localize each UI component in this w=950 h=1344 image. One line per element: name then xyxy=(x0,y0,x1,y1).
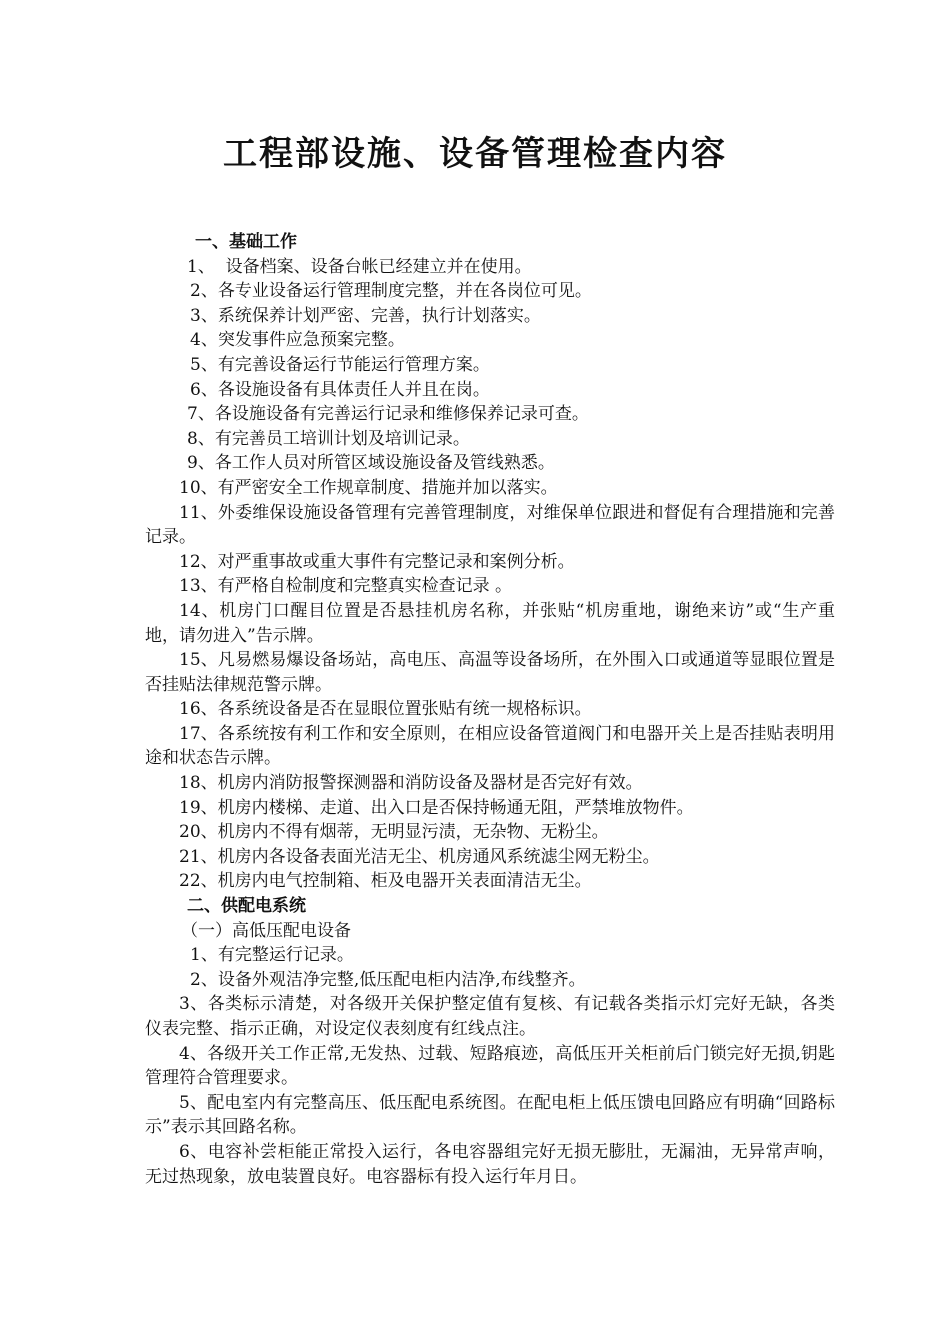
list-item: 5、配电室内有完整高压、低压配电系统图。在配电柜上低压馈电回路应有明确“回路标示”表示其回路名称。 xyxy=(145,1092,835,1138)
list-item: 22、机房内电气控制箱、柜及电器开关表面清洁无尘。 xyxy=(179,871,592,892)
list-item: 6、电容补尝柜能正常投入运行，各电容器组完好无损无膨肚，无漏油，无异常声响，无过热现象，放电装置良好。电容器标有投入运行年月日。 xyxy=(145,1141,835,1187)
list-item: 17、各系统按有利工作和安全原则，在相应设备管道阀门和电器开关上是否挂贴表明用途和状态告示牌。 xyxy=(145,723,835,769)
section-heading: 二、供配电系统 xyxy=(187,896,306,917)
section-heading: 一、基础工作 xyxy=(195,232,297,252)
list-item: 2、设备外观洁净完整,低压配电柜内洁净,布线整齐。 xyxy=(190,969,586,990)
list-item: 12、对严重事故或重大事件有完整记录和案例分析。 xyxy=(179,551,575,572)
list-item: 6、各设施设备有具体责任人并且在岗。 xyxy=(190,379,490,400)
list-item: 13、有严格自检制度和完整真实检查记录 。 xyxy=(179,576,513,597)
list-item: 15、凡易燃易爆设备场站，高电压、高温等设备场所，在外围入口或通道等显眼位置是否挂贴法律规范警示牌。 xyxy=(145,650,835,695)
list-item: 8、有完善员工培训计划及培训记录。 xyxy=(187,428,470,449)
list-item: 11、外委维保设施设备管理有完善管理制度，对维保单位跟进和督促有合理措施和完善记录。 xyxy=(145,502,835,548)
document-body xyxy=(145,230,835,1189)
list-item: 10、有严密安全工作规章制度、措施并加以落实。 xyxy=(179,477,558,498)
list-item: 1、 设备档案、设备台帐已经建立并在使用。 xyxy=(187,256,532,277)
list-item: 14、机房门口醒目位置是否悬挂机房名称，并张贴“机房重地，谢绝来访”或“生产重地，请勿进入”告示牌。 xyxy=(145,600,835,646)
list-item: 5、有完善设备运行节能运行管理方案。 xyxy=(190,354,490,375)
list-item: 3、各类标示清楚，对各级开关保护整定值有复核、有记载各类指示灯完好无缺，各类仪表完整、指示正确，对设定仪表刻度有红线点注。 xyxy=(145,994,835,1039)
list-item: 18、机房内消防报警探测器和消防设备及器材是否完好有效。 xyxy=(179,773,643,794)
list-item: 20、机房内不得有烟蒂，无明显污渍，无杂物、无粉尘。 xyxy=(179,822,609,843)
list-item: 7、各设施设备有完善运行记录和维修保养记录可查。 xyxy=(187,404,589,425)
list-item: 4、突发事件应急预案完整。 xyxy=(190,330,405,351)
list-item: 9、各工作人员对所管区域设施设备及管线熟悉。 xyxy=(187,453,555,474)
list-item: 16、各系统设备是否在显眼位置张贴有统一规格标识。 xyxy=(179,699,592,720)
list-item: 21、机房内各设备表面光洁无尘、机房通风系统滤尘网无粉尘。 xyxy=(179,846,660,867)
list-item: 1、有完整运行记录。 xyxy=(190,945,354,966)
list-item: 3、系统保养计划严密、完善，执行计划落实。 xyxy=(190,305,541,326)
list-item: 19、机房内楼梯、走道、出入口是否保持畅通无阻，严禁堆放物件。 xyxy=(179,797,694,818)
list-item: 4、各级开关工作正常,无发热、过载、短路痕迹，高低压开关柜前后门锁完好无损,钥匙管理符合管理要求。 xyxy=(145,1043,835,1089)
page-title: 工程部设施、设备管理检查内容 xyxy=(223,134,727,174)
subsection-heading: （一）高低压配电设备 xyxy=(181,920,351,941)
list-item: 2、各专业设备运行管理制度完整，并在各岗位可见。 xyxy=(190,281,592,302)
